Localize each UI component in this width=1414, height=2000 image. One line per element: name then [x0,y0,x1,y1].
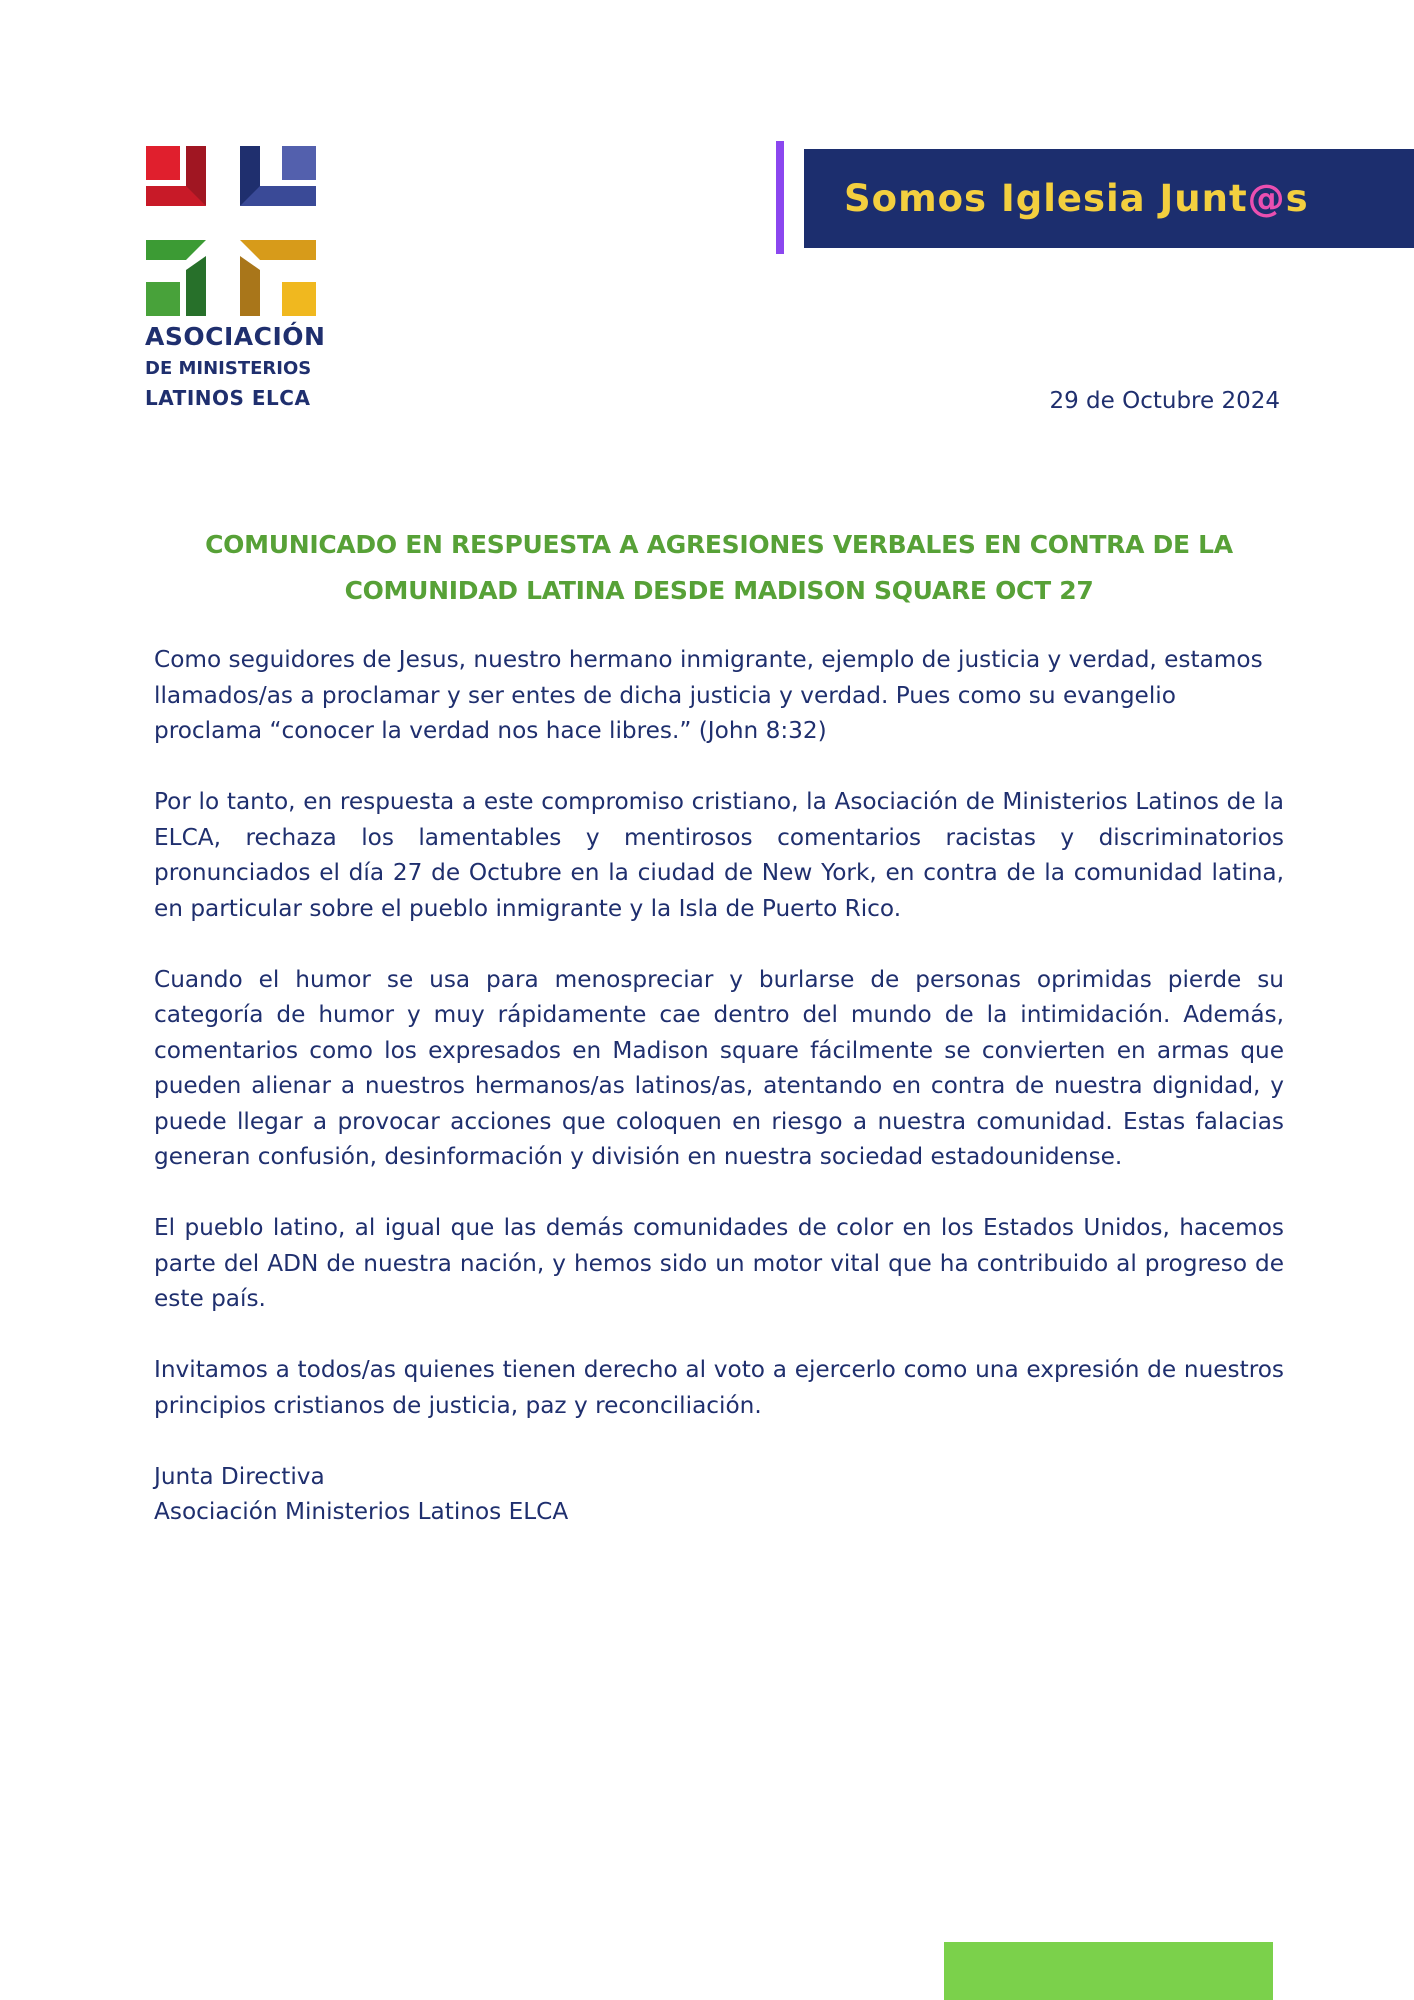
org-name-line2: DE MINISTERIOS [145,358,312,379]
org-name [145,320,325,412]
document-title [154,522,1284,614]
document-body [154,642,1284,1530]
banner-text [844,177,1309,220]
banner [804,149,1414,248]
document-date: 29 de Octubre 2024 [1049,388,1280,414]
paragraph: Como seguidores de Jesus, nuestro hermano inmigrante, ejemplo de justicia y verdad, estamos llamados/as a proclamar y ser entes de dicha justicia y verdad. Pues como su evangelio proclama “conocer la verdad nos hace libres.” (John 8:32) [154,646,1263,744]
accent-bar [776,141,784,254]
title-line1: COMUNICADO EN RESPUESTA A AGRESIONES VERBALES EN CONTRA DE LA [205,530,1233,559]
paragraph: Cuando el humor se usa para menospreciar y burlarse de personas oprimidas pierde su categoría de humor y muy rápidamente cae dentro del mundo de la intimidación. Además, comentarios como los expresados en Madison square fácilmente se convierten en armas que pueden alienar a nuestros hermanos/as latinos/as, atentando en contra de nuestra dignidad, y puede llegar a provocar acciones que coloquen en riesgo a nuestra comunidad. Estas falacias generan confusión, desinformación y división en nuestra sociedad estadounidense. [154,965,1284,1170]
title-line2: COMUNIDAD LATINA DESDE MADISON SQUARE OCT 27 [344,576,1094,605]
banner-at-symbol: @ [1247,177,1286,220]
paragraph: El pueblo latino, al igual que las demás comunidades de color en los Estados Unidos, hacemos parte del ADN de nuestra nación, y hemos sido un motor vital que ha contribuido al progreso de este país. [154,1214,1284,1312]
paragraph: Invitamos a todos/as quienes tienen derecho al voto a ejercerlo como una expresión de nuestros principios cristianos de justicia, paz y reconciliación. [154,1356,1284,1419]
signature [154,1459,1284,1530]
org-name-line3: LATINOS ELCA [145,386,311,410]
logo-cross-icon [146,146,316,316]
banner-text-end: s [1285,177,1309,220]
signature-line1: Junta Directiva [154,1462,325,1490]
org-name-line1: ASOCIACIÓN [145,322,326,351]
signature-line2: Asociación Ministerios Latinos ELCA [154,1498,569,1525]
paragraph: Por lo tanto, en respuesta a este compromiso cristiano, la Asociación de Ministerios Latinos de la ELCA, rechaza los lamentables y mentirosos comentarios racistas y discriminatorios pronunciados el día 27 de Octubre en la ciudad de New York, en contra de la comunidad latina, en particular sobre el pueblo inmigrante y la Isla de Puerto Rico. [154,788,1284,922]
footer-green-bar [944,1942,1273,2000]
banner-text-main: Somos Iglesia Junt [844,177,1248,220]
